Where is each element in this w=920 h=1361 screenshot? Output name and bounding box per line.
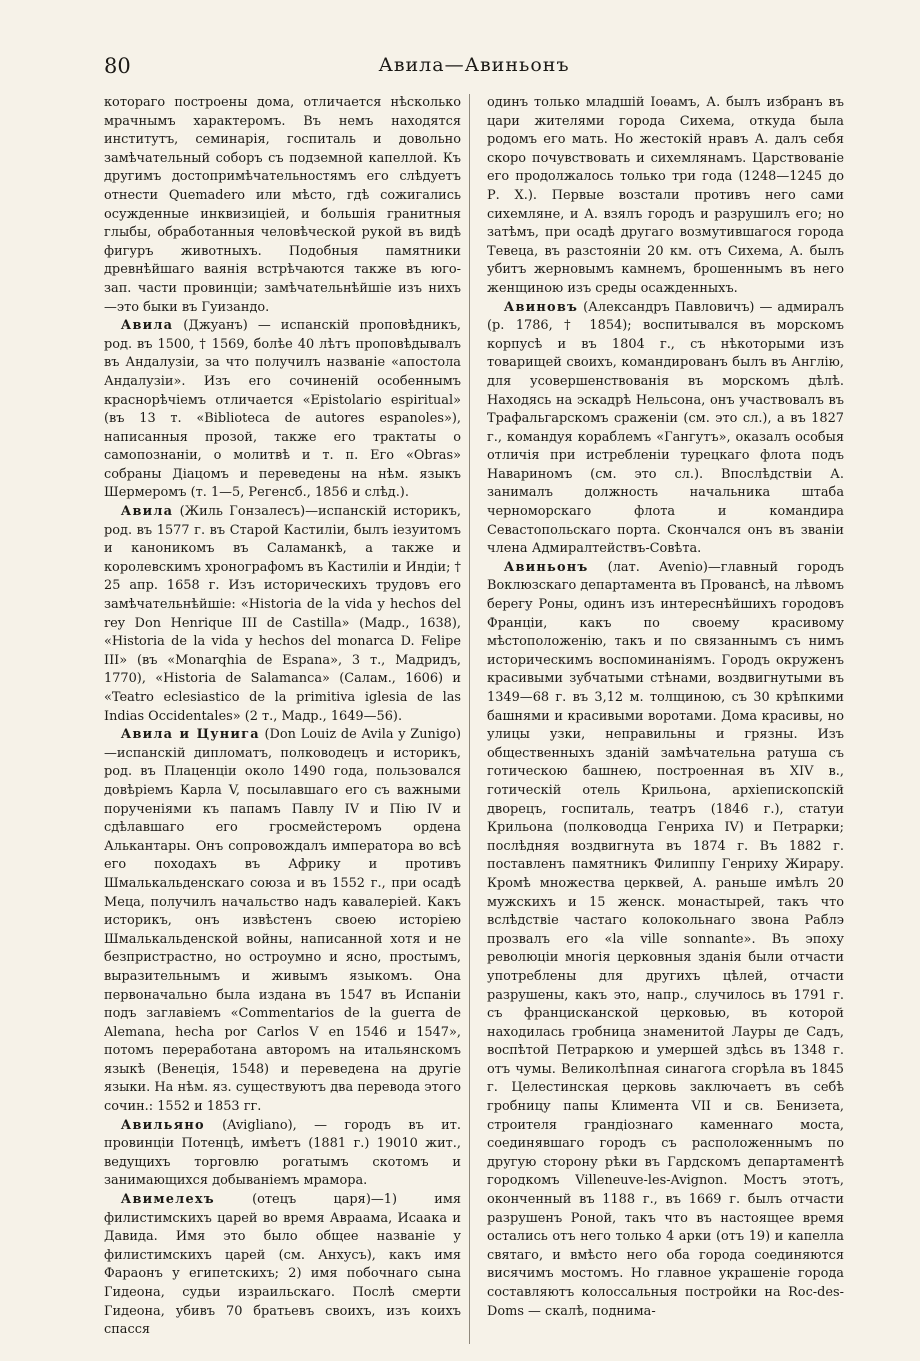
article-avila-gil [104,503,461,726]
article-headword: Авила [120,504,174,520]
article-headword: Авимелехъ [120,1192,215,1208]
article-body: (Джуанъ) — испанскій проповѣдникъ, род. въ 1500, † 1569, болѣе 40 лѣтъ проповѣдывалъ въ Андалузіи, за что получилъ названіе «апостола Андалузіи». Изъ его сочиненій особеннымъ краснорѣчіемъ отличается «Epistolario espiritual» (въ 13 т. «Biblioteca de autores espanoles»), написанныя прозой, также его трактаты о самопознаніи, о молитвѣ и т. п. Его «Obras» собраны Діацомъ и переведены на нѣм. языкъ Шермеромъ (т. 1—5, Регенсб., 1856 и слѣд.). [104,318,461,501]
article-headword: Авиньонъ [503,559,589,575]
article-avila-juan [104,317,461,503]
article-headword: Авильяно [120,1117,205,1133]
running-head: Авила—Авиньонъ [378,54,570,76]
article-avignon [487,559,844,1321]
article-avinov [487,299,844,559]
article-avila-zuniga [104,726,461,1116]
right-column [487,94,844,1344]
left-column [104,94,470,1344]
page-header [104,54,844,88]
article-body: (отецъ царя)—1) имя филистимскихъ царей во время Авраама, Исаака и Давида. Имя это было общее названіе у филистимскихъ царей (см. Анхусъ), какъ имя Фараонъ у египетскихъ; 2) имя побочнаго сына Гидеона, судьи израильскаго. Послѣ смерти Гидеона, убивъ 70 братьевъ своихъ, изъ коихъ спасся [104,1192,461,1338]
article-body: (Жиль Гонзалесъ)—испанскій историкъ, род. въ 1577 г. въ Старой Кастиліи, былъ іезуитомъ и каноникомъ въ Саламанкѣ, а также и королевскимъ хронографомъ въ Кастиліи и Индіи; † 25 апр. 1658 г. Изъ историческихъ трудовъ его замѣчательнѣйшіе: «Historia de la vida y hechos del rey Don Henrique III de Castilla» (Мадр., 1638), «Historia de la vida y hechos del monarca D. Felipe III» (въ «Monarqhia de Espana», 3 т., Мадридъ, 1770), «Historia de Salamanca» (Салам., 1606) и «Teatro eclesiastico de la primitiva iglesia de las Indias Occidentales» (2 т., Мадр., 1649—56). [104,504,461,724]
continuation-text: одинъ только младшій Іоѳамъ, А. былъ избранъ въ цари жителями города Сихема, откуда была родомъ его мать. Но жестокій нравъ А. далъ себя скоро почувствовать и сихемлянамъ. Царствованіе его продолжалось только три года (1248—1245 до Р. Х.). Первые возстали противъ него сами сихемляне, и А. взялъ городъ и разрушилъ его; но затѣмъ, при осадѣ другаго возмутившагося города Тевеца, въ разстояніи 20 км. отъ Сихема, А. былъ убитъ жерновымъ камнемъ, брошеннымъ въ него женщиною изъ среды осажденныхъ. [487,95,844,296]
article-body: (Александръ Павловичъ) — адмиралъ (р. 1786, † 1854); воспитывался въ морскомъ корпусѣ и въ 1804 г., съ нѣкоторыми изъ товарищей своихъ, командированъ былъ въ Англію, для усовершенствованія въ морскомъ дѣлѣ. Находясь на эскадрѣ Нельсона, онъ участвовалъ въ Трафальгарскомъ сраженіи (см. это сл.), а въ 1827 г., командуя кораблемъ «Гангутъ», оказалъ особыя отличія при истребленіи турецкаго флота подъ Навариномъ (см. это сл.). Впослѣдствіи А. занималъ должность начальника штаба черноморскаго флота и командира Севастопольскаго порта. Скончался онъ въ званіи члена Адмиралтействъ-Совѣта. [487,299,844,557]
article-body: (лат. Avenio)—главный городъ Воклюзскаго департамента въ Провансѣ, на лѣвомъ берегу Роны, одинъ изъ интереснѣйшихъ городовъ Франціи, какъ по своему красивому мѣстоположенію, такъ и по связаннымъ съ нимъ историческимъ воспоминаніямъ. Городъ окруженъ красивыми зубчатыми стѣнами, воздвигнутыми въ 1349—68 г. въ 3,12 м. толщиною, съ 30 крѣпкими башнями и красивыми воротами. Дома красивы, но улицы узки, неправильны и грязны. Изъ общественныхъ зданій замѣчательна ратуша съ готическою башнею, построенная въ XIV в., готическій отель Крильона, архіепископскій дворецъ, госпиталь, театръ (1846 г.), статуи Крильона (полководца Генриха IV) и Петрарки; послѣдняя воздвигнута въ 1874 г. Въ 1882 г. поставленъ памятникъ Филиппу Генриху Жирару. Кромѣ множества церквей, А. раньше имѣлъ 20 мужскихъ и 15 женск. монастырей, такъ что вслѣдствіе частаго колокольнаго звона Раблэ прозвалъ его «la ville sonnante». Въ эпоху революціи многія церковныя зданія были отчасти употреблены для другихъ цѣлей, отчасти разрушены, какъ это, напр., случилось въ 1791 г. съ францисканской церковью, въ которой находилась гробница знаменитой Лауры де Садъ, воспѣтой Петраркою и умершей здѣсь въ 1348 г. отъ чумы. Великолѣпная синагога сгорѣла въ 1845 г. Целестинская церковь заключаетъ въ себѣ гробницу папы Климента VII и св. Бенизета, строителя грандіознаго каменнаго моста, соединявшаго городъ съ расположеннымъ по другую сторону рѣки въ Гардскомъ департаментѣ городкомъ Villeneuve-les-Avignon. Мостъ этотъ, оконченный въ 1188 г., въ 1669 г. былъ отчасти разрушенъ Роной, такъ что въ настоящее время остались отъ него только 4 арки (отъ 19) и капелла святаго, и вмѣсто него оба города соединяются висячимъ мостомъ. Но главное украшеніе города составляютъ колоссальныя постройки на Roc-des-Doms — скалѣ, поднима- [487,559,844,1319]
article-headword: Авила и Цунига [120,727,260,743]
article-body: (Avigliano), — городъ въ ит. провинціи Потенцѣ, имѣетъ (1881 г.) 19010 жит., ведущихъ торговлю рогатымъ скотомъ и занимающихся добываніемъ мрамора. [104,1117,461,1189]
article-avimelech [104,1191,461,1340]
continuation-text: котораго построены дома, отличается нѣсколько мрачнымъ характеромъ. Въ немъ находятся институтъ, семинарія, госпиталь и довольно замѣчательный соборъ съ подземной капеллой. Къ другимъ достопримѣчательностямъ его слѣдуетъ отнести Quemadero или мѣсто, гдѣ сожигались осужденные инквизиціей, и большія гранитныя глыбы, обработанныя человѣческой рукой въ видѣ фигуръ животныхъ. Подобныя памятники древнѣйшаго ваянія встрѣчаются также въ юго-зап. части провинціи; замѣчательнѣйшіе изъ нихъ—это быки въ Гуизандо. [104,95,461,315]
text-columns [104,94,844,1344]
page-number: 80 [104,54,131,78]
article-avigliano [104,1117,461,1191]
article-body: (Don Louiz de Avila y Zunigo)—испанскій дипломатъ, полководецъ и историкъ, род. въ Плаценціи около 1490 года, пользовался довѣріемъ Карла V, посылавшаго его съ важными порученіями къ папамъ Павлу IV и Пію IV и сдѣлавшаго его гросмейстеромъ ордена Алькантары. Онъ сопровождалъ императора во всѣ его походахъ въ Африку и противъ Шмалькальденскаго союза и въ 1552 г., при осадѣ Меца, получилъ начальство надъ кавалеріей. Какъ историкъ, онъ извѣстенъ своею исторіею Шмалькальденской войны, написанной хотя и не безпристрастно, но остроумно и ясно, простымъ, выразительнымъ и живымъ языкомъ. Она первоначально была издана въ 1547 въ Испаніи подъ заглавіемъ «Commentarios de la guerra de Alemana, hecha por Carlos V en 1546 и 1547», потомъ переработана авторомъ на итальянскомъ языкѣ (Венеція, 1548) и переведена на другіе языки. На нѣм. яз. существуютъ два перевода этого сочин.: 1552 и 1853 гг. [104,727,461,1115]
article-headword: Авиновъ [503,299,579,315]
article-headword: Авила [120,318,174,334]
